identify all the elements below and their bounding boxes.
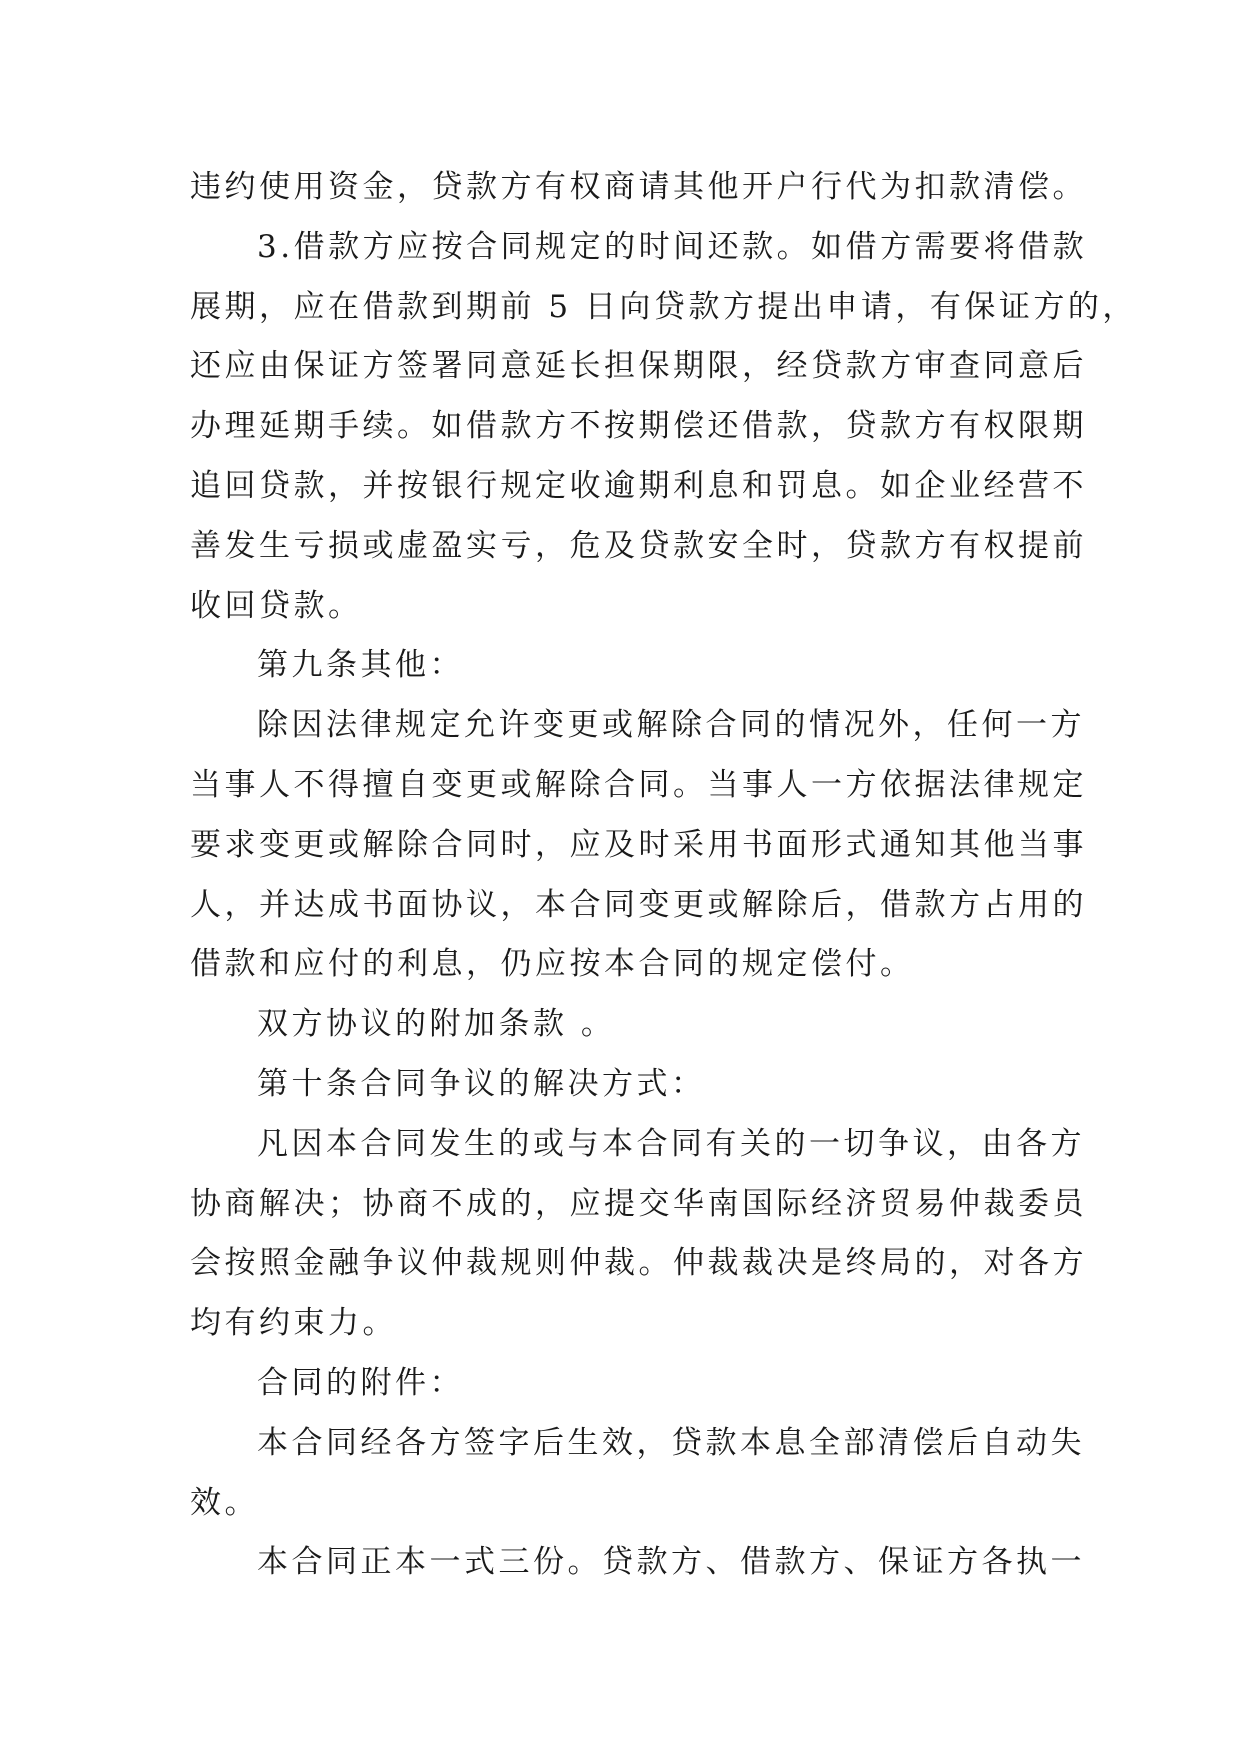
section-heading: 第十条合同争议的解决方式： xyxy=(257,1065,706,1102)
section-heading: 合同的附件： xyxy=(257,1364,464,1401)
text-line: 违约使用资金，贷款方有权商请其他开户行代为扣款清偿。 xyxy=(190,169,1087,205)
text-line: 展期，应在借款到期前 5 日向贷款方提出申请，有保证方的， xyxy=(190,288,1137,325)
text-line: 当事人不得擅自变更或解除合同。当事人一方依据法律规定 xyxy=(190,766,1087,803)
text-line: 会按照金融争议仲裁规则仲裁。仲裁裁决是终局的，对各方 xyxy=(190,1245,1087,1282)
section-heading: 第九条其他： xyxy=(257,647,464,684)
text-line: 协商解决；协商不成的，应提交华南国际经济贸易仲裁委员 xyxy=(190,1185,1087,1222)
text-line: 本合同经各方签字后生效，贷款本息全部清偿后自动失 xyxy=(257,1424,1085,1461)
text-line: 还应由保证方签署同意延长担保期限，经贷款方审查同意后 xyxy=(190,348,1087,385)
text-line: 办理延期手续。如借款方不按期偿还借款，贷款方有权限期 xyxy=(190,408,1087,445)
document-body xyxy=(190,158,1137,1593)
text-line: 借款和应付的利息，仍应按本合同的规定偿付。 xyxy=(190,946,915,983)
text-line: 效。 xyxy=(190,1484,259,1521)
text-line: 3.借款方应按合同规定的时间还款。如借方需要将借款 xyxy=(257,228,1088,265)
text-line: 人，并达成书面协议，本合同变更或解除后，借款方占用的 xyxy=(190,886,1087,923)
text-line: 均有约束力。 xyxy=(190,1305,397,1342)
text-line: 双方协议的附加条款 。 xyxy=(257,1006,616,1043)
text-line: 善发生亏损或虚盈实亏，危及贷款安全时，贷款方有权提前 xyxy=(190,527,1087,564)
text-line: 凡因本合同发生的或与本合同有关的一切争议，由各方 xyxy=(257,1125,1085,1162)
text-line: 除因法律规定允许变更或解除合同的情况外，任何一方 xyxy=(257,707,1085,744)
text-line: 要求变更或解除合同时，应及时采用书面形式通知其他当事 xyxy=(190,826,1087,863)
text-line: 本合同正本一式三份。贷款方、借款方、保证方各执一 xyxy=(257,1544,1085,1581)
text-line: 追回贷款，并按银行规定收逾期利息和罚息。如企业经营不 xyxy=(190,467,1087,504)
text-line: 收回贷款。 xyxy=(190,587,363,624)
